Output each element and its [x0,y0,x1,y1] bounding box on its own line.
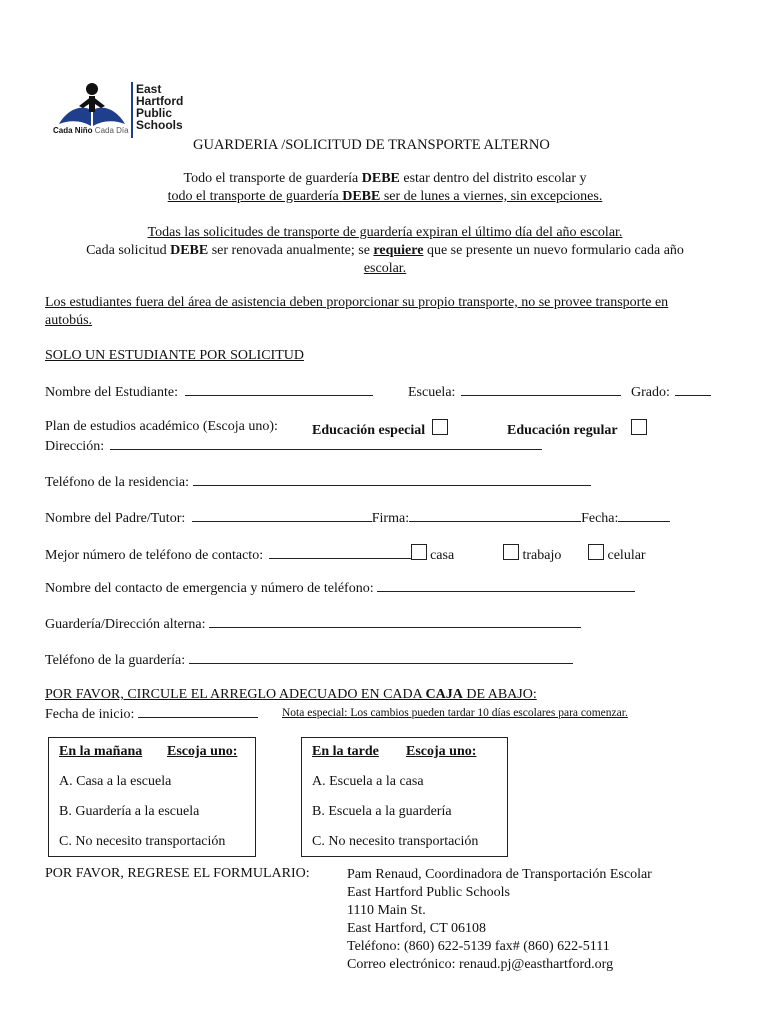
intro-1-a: Todo el transporte de guardería [183,171,362,186]
emergency-label: Nombre del contacto de emergencia y número de teléfono: [45,581,374,596]
signature-field[interactable] [409,509,581,522]
celular-option [588,544,646,564]
afternoon-box [301,737,508,857]
logo-tagline [53,126,129,135]
intro-1-b: DEBE [361,171,400,186]
return-line-5: Teléfono: (860) 622-5139 fax# (860) 622-5111 [347,939,610,954]
district-logo [55,80,190,140]
daycare-address-field[interactable] [209,615,581,628]
intro-line-3: Todas las solicitudes de transporte de guardería expiran el último día del año escolar. [147,225,623,240]
grade-field[interactable] [675,383,711,396]
home-phone-row [45,473,591,491]
intro-line-1 [0,171,770,187]
intro-2-a: todo el transporte de guardería [167,189,343,204]
intro-1-c: estar dentro del distrito escolar y [399,171,587,186]
return-line-6: Correo electrónico: renaud.pj@easthartford.org [347,957,614,972]
circle-a: POR FAVOR, CIRCULE EL ARREGLO ADECUADO EN CADA [45,687,426,702]
intro-4-a: Cada solicitud [86,243,171,258]
school-field[interactable] [461,383,621,396]
parent-row [45,509,670,527]
parent-name-label: Nombre del Padre/Tutor: [45,511,186,526]
daycare-phone-field[interactable] [189,651,573,664]
afternoon-option-b[interactable]: B. Escuela a la guardería [312,804,452,819]
return-label: POR FAVOR, REGRESE EL FORMULARIO: [45,866,310,881]
student-name-row [45,383,373,401]
best-phone-field[interactable] [269,546,411,559]
morning-option-b[interactable]: B. Guardería a la escuela [59,804,200,819]
home-phone-label: Teléfono de la residencia: [45,475,190,490]
daycare-phone-label: Teléfono de la guardería: [45,653,186,668]
student-name-field[interactable] [185,383,373,396]
intro-4-c: ser renovada anualmente; se [208,243,374,258]
afternoon-option-a[interactable]: A. Escuela a la casa [312,774,424,789]
trabajo-label: trabajo [522,548,562,563]
return-line-2: East Hartford Public Schools [347,885,510,900]
special-note: Nota especial: Los cambios pueden tardar 10 días escolares para comenzar. [282,707,628,719]
form-title: GUARDERIA /SOLICITUD DE TRANSPORTE ALTERNO [193,137,550,153]
school-label: Escuela: [408,385,456,400]
intro-line-5: escolar. [363,261,407,276]
address-row [45,437,542,455]
morning-box [48,737,256,857]
afternoon-choose: Escoja uno: [406,744,477,759]
plan-row [45,419,278,435]
trabajo-option [503,544,561,564]
best-phone-label: Mejor número de teléfono de contacto: [45,548,264,563]
best-phone-row [45,544,454,564]
celular-checkbox[interactable] [588,544,604,560]
special-ed-label: Educación especial [312,423,426,438]
logo-tagline-rest: Cada Día [94,126,129,135]
morning-option-c[interactable]: C. No necesito transportación [59,834,226,849]
circle-c: DE ABAJO: [462,687,537,702]
casa-checkbox[interactable] [411,544,427,560]
intro-4-d: requiere [373,243,424,258]
start-date-row [45,705,258,723]
intro-2-c: ser de lunes a viernes, sin excepciones. [380,189,603,204]
student-name-label: Nombre del Estudiante: [45,385,178,400]
return-line-1: Pam Renaud, Coordinadora de Transportación Escolar [347,867,652,882]
logo-divider [131,82,133,138]
logo-emblem-icon [55,80,130,130]
logo-line-2: Hartford [136,94,184,108]
date-label: Fecha: [581,511,619,526]
return-line-3: 1110 Main St. [347,903,426,918]
daycare-address-row [45,615,581,633]
daycare-phone-row [45,651,573,669]
daycare-address-label: Guardería/Dirección alterna: [45,617,206,632]
trabajo-checkbox[interactable] [503,544,519,560]
emergency-row [45,579,635,597]
circle-b: CAJA [425,687,463,702]
plan-label: Plan de estudios académico (Escoja uno): [45,419,278,434]
intro-4-e: que se presente un nuevo formulario cada año [423,243,684,258]
casa-label: casa [430,548,455,563]
start-date-field[interactable] [138,705,258,718]
special-ed-checkbox[interactable] [432,419,448,435]
intro-2-b: DEBE [342,189,381,204]
logo-line-4: Schools [136,118,183,132]
logo-tagline-bold: Cada Niño [53,126,93,135]
address-label: Dirección: [45,439,105,454]
grade-row [631,383,711,401]
start-date-label: Fecha de inicio: [45,707,135,722]
afternoon-option-c[interactable]: C. No necesito transportación [312,834,479,849]
outside-area-line-2: autobús. [45,313,93,328]
morning-option-a[interactable]: A. Casa a la escuela [59,774,172,789]
morning-title: En la mañana [59,744,143,759]
regular-ed-label: Educación regular [507,423,618,438]
celular-label: celular [607,548,646,563]
parent-name-field[interactable] [192,509,372,522]
date-field[interactable] [618,509,670,522]
morning-choose: Escoja uno: [167,744,238,759]
intro-4-b: DEBE [170,243,209,258]
return-address [347,866,652,974]
logo-line-3: Public [136,106,173,120]
regular-ed-checkbox[interactable] [631,419,647,435]
logo-line-1: East [136,82,162,96]
outside-area-line-1: Los estudiantes fuera del área de asistencia deben proporcionar su propio transporte, no se provee transporte en [45,295,669,310]
special-ed-option [312,419,448,439]
intro-line-2 [0,189,770,205]
signature-label: Firma: [371,511,410,526]
intro-line-4 [0,243,770,259]
school-row [408,383,621,401]
emergency-field[interactable] [377,579,635,592]
regular-ed-option [507,419,647,439]
afternoon-title: En la tarde [312,744,379,759]
one-student-heading: SOLO UN ESTUDIANTE POR SOLICITUD [45,348,304,363]
home-phone-field[interactable] [193,473,591,486]
return-line-4: East Hartford, CT 06108 [347,921,486,936]
address-field[interactable] [110,437,542,450]
circle-instruction [45,687,537,703]
grade-label: Grado: [631,385,670,400]
